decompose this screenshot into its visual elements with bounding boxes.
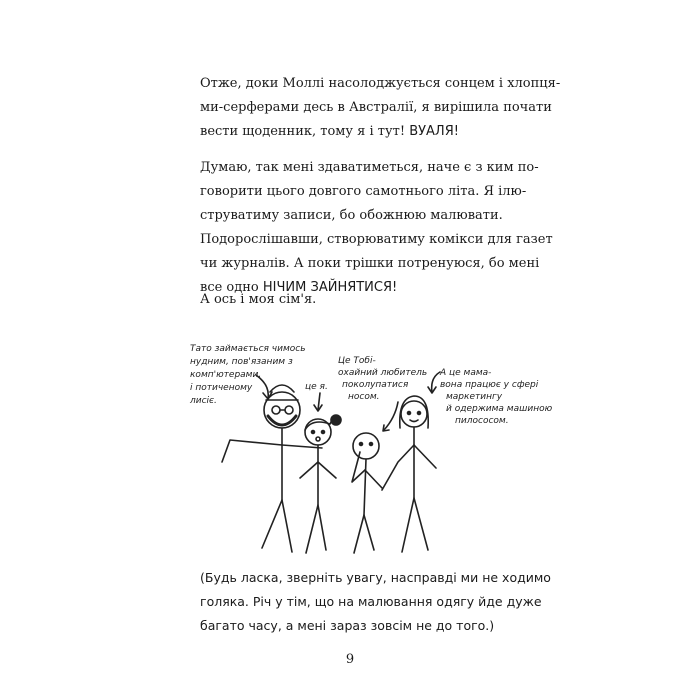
- text-line: говорити цього довгого самотнього літа. Я ілю-: [200, 184, 527, 199]
- dad-note-line: лисіє.: [190, 396, 217, 406]
- mom-note-arrow: [432, 372, 440, 392]
- toby-note-line: носом.: [348, 392, 380, 402]
- caption-line: голяка. Річ у тім, що на малювання одягу йде дуже: [200, 594, 542, 609]
- mom-note-line: маркетингу: [446, 392, 503, 402]
- text-line: чи журналів. А поки трішки потренуюся, бо мені: [200, 256, 540, 271]
- dad-note-line: і потиченому: [190, 383, 253, 393]
- dad-note-line: комп'ютерами,: [190, 370, 262, 380]
- toby-note-arrow: [384, 402, 398, 430]
- me-note: це я.: [305, 382, 328, 392]
- dad-note-line: Тато займається чимось: [190, 344, 306, 354]
- text-line: Отже, доки Моллі насолоджується сонцем і хлопця-: [200, 76, 561, 91]
- caption-note: [200, 566, 551, 638]
- mom-note-line: А це мама-: [440, 368, 492, 378]
- dad-note-line: нудним, пов'язаним з: [190, 357, 293, 367]
- text-line: Подорослішавши, створюватиму комікси для газет: [200, 232, 553, 247]
- mom-figure: [382, 396, 436, 552]
- text-line: струватиму записи, бо обожнюю малювати.: [200, 208, 503, 223]
- caption-line: багато часу, а мені зараз зовсім не до того.): [200, 618, 495, 633]
- text-line: Думаю, так мені здаватиметься, наче є з ким по-: [200, 160, 539, 175]
- girl-figure: [300, 415, 341, 553]
- toby-note-line: поколупатися: [342, 380, 409, 390]
- page-number: 9: [345, 652, 355, 667]
- toby-note-line: Це Тобі-: [338, 356, 376, 366]
- dad-figure: [222, 385, 322, 552]
- text-fragment: вести щоденник, тому я і тут!: [200, 124, 410, 139]
- mom-note-line: й одержима машиною: [446, 404, 553, 414]
- text-fragment: все одно: [200, 280, 263, 295]
- caption-line: (Будь ласка, зверніть увагу, насправді ми не ходимо: [200, 570, 551, 585]
- text-line: ми-серферами десь в Австралії, я вирішила почати: [200, 100, 552, 115]
- handwritten-exclamation: ВУАЛЯ!: [409, 124, 459, 139]
- mom-note-line: пилососом.: [455, 416, 509, 426]
- handwritten-exclamation: НІЧИМ ЗАЙНЯТИСЯ!: [262, 280, 398, 295]
- toby-note-line: охайний любитель: [338, 368, 428, 378]
- text-line: А ось і моя сім'я.: [200, 292, 317, 307]
- mom-note-line: вона працює у сфері: [440, 380, 539, 390]
- boy-figure: [352, 433, 382, 553]
